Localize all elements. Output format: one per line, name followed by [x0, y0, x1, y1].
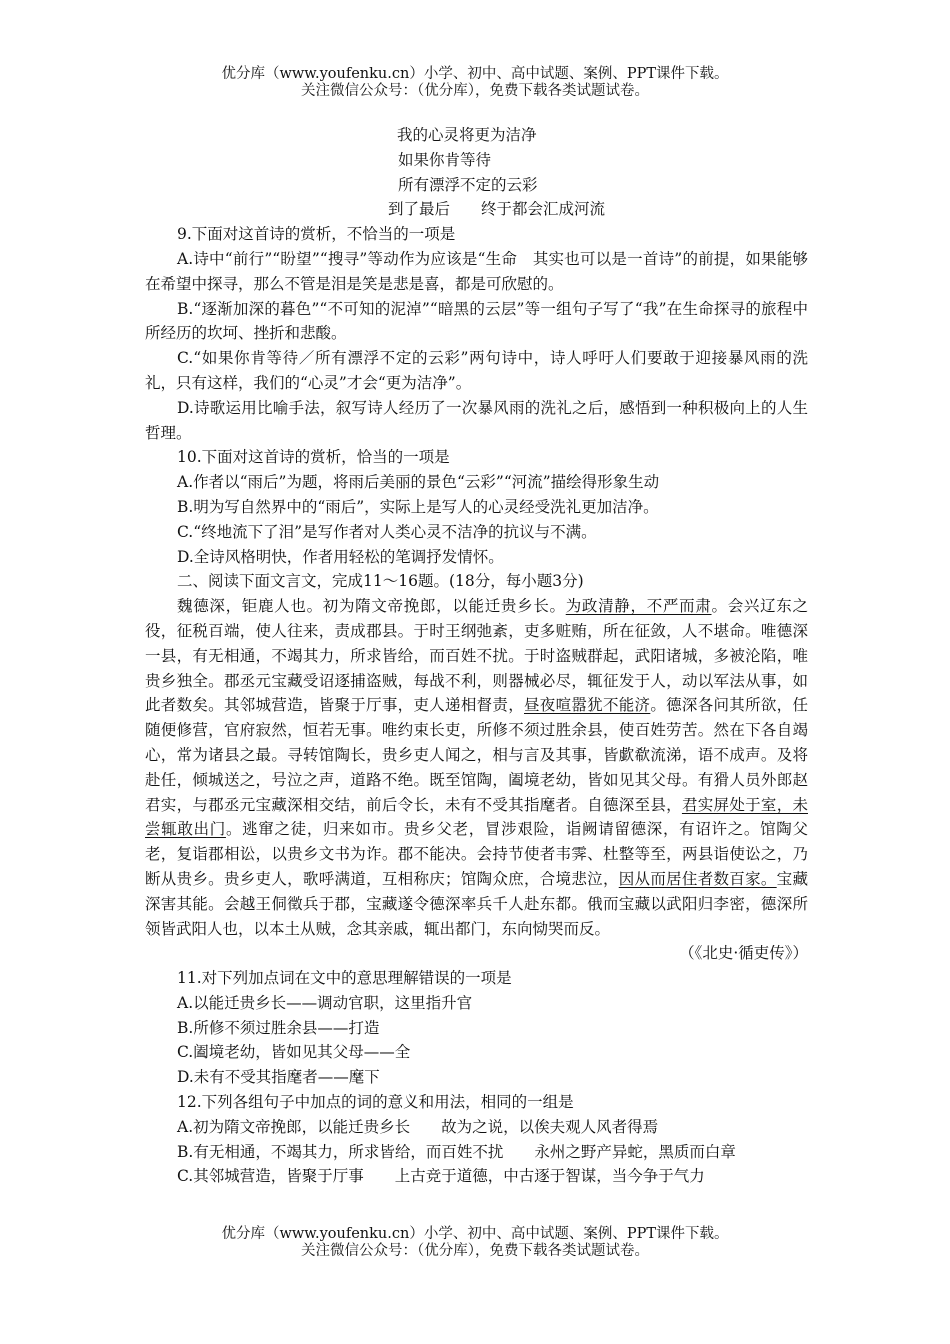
passage-text: 。逃窜之徒，归来如市。贵乡父老，冒涉艰险，诣阙请留德深，有诏许之。馆陶父老，复诣郡相讼，以贵乡文书为诈。郡不能决。会持节使者韦霁、杜整等至，两县诣使讼之，乃断从贵乡。贵乡吏人，歌呼满道，互相称庆；馆陶众庶，合境悲泣， — [145, 820, 808, 888]
question-10-option-a: A.作者以“雨后”为题，将雨后美丽的景色“云彩”“河流”描绘得形象生动 — [177, 473, 660, 492]
option-sentence-2: 上古竞于道德，中古逐于智谋，当今争于气力 — [394, 1167, 705, 1186]
question-10-option-d: D.全诗风格明快，作者用轻松的笔调抒发情怀。 — [177, 547, 504, 566]
option-sentence-1: B.有无相通，不竭其力，所求皆给，而百姓不扰 — [177, 1142, 504, 1161]
question-11-stem: 11.对下列加点词在文中的意思理解错误的一项是 — [177, 969, 512, 988]
poem-line: 如果你肯等待 — [398, 150, 492, 169]
passage-text: 宝藏深害其能。会越王侗徵兵于郡，宝藏遂令德深率兵千人赴东都。俄而宝藏以武阳归李密，德深所领皆武阳人也，以本土从贼，念其亲戚，辄出都门，东向恸哭而反。 — [145, 869, 808, 938]
question-12-option-c — [145, 1164, 808, 1189]
question-9-option-a: A.诗中“前行”“盼望”“搜寻”等动作为应该是“生命 其实也可以是一首诗”的前提，如果能够在希望中探寻，那么不管是泪是笑是悲是喜，都是可欣慰的。 — [145, 249, 808, 293]
passage-source: （《北史·循吏传》） — [679, 944, 808, 963]
page-header — [0, 66, 950, 100]
underlined-sentence-3: 君实屏处于室，未尝辄敢出门 — [145, 795, 808, 839]
question-10-stem: 10.下面对这首诗的赏析，恰当的一项是 — [177, 448, 450, 467]
option-sentence-1: C.其邻城营造，皆聚于厅事 — [177, 1167, 364, 1186]
question-11-option-b: B.所修不须过胜余县——打造 — [177, 1018, 380, 1037]
question-11-option-a: A.以能迁贵乡长——调动官职，这里指升官 — [177, 993, 473, 1012]
question-9-option-d: D.诗歌运用比喻手法，叙写诗人经历了一次暴风雨的洗礼之后，感悟到一种积极向上的人生哲理。 — [145, 398, 808, 442]
underlined-sentence-1: 为政清静，不严而肃 — [565, 597, 712, 616]
passage-text: 。会兴辽东之役，征税百端，使人往来，责成郡县。于时王纲弛紊，吏多赃贿，所在征敛，人不堪命。唯德深一县，有无相通，不竭其力，所求皆给，而百姓不扰。于时盗贼群起，武阳诸城，多被沦陷，唯贵乡独全。郡丞元宝藏受诏逐捕盗贼，每战不利，则器械必尽，辄征发于人，动以军法从事，如此者数矣。其邻城营造，皆聚于厅事，吏人递相督责， — [145, 597, 808, 715]
poem — [145, 123, 808, 222]
section-2-title: 二、阅读下面文言文，完成11～16题。(18分，每小题3分) — [177, 572, 584, 591]
poem-line: 到了最后 终于都会汇成河流 — [388, 200, 606, 219]
footer-line-2: 关注微信公众号：（优分库），免费下载各类试题试卷。 — [301, 1243, 649, 1259]
footer-line-1: 优分库（www.youfenku.cn）小学、初中、高中试题、案例、PPT课件下载。 — [221, 1226, 729, 1242]
question-12-stem: 12.下列各组句子中加点的词的意义和用法，相同的一组是 — [177, 1093, 574, 1112]
poem-line: 我的心灵将更为洁净 — [397, 126, 537, 144]
question-9-option-c: C.“如果你肯等待／所有漂浮不定的云彩”两句诗中，诗人呼吁人们要敢于迎接暴风雨的洗礼，只有这样，我们的“心灵”才会“更为洁净”。 — [145, 349, 808, 392]
question-10-option-b: B.明为写自然界中的“雨后”，实际上是写人的心灵经受洗礼更加洁净。 — [177, 497, 659, 516]
underlined-sentence-4: 因从而居住者数百家。 — [618, 869, 777, 888]
question-10-option-c: C.“终地流下了泪”是写作者对人类心灵不洁净的抗议与不满。 — [177, 522, 597, 541]
classical-passage — [145, 594, 808, 941]
option-sentence-2: 故为之说，以俟夫观人风者得焉 — [441, 1117, 659, 1136]
header-line-1: 优分库（www.youfenku.cn）小学、初中、高中试题、案例、PPT课件下载。 — [221, 66, 729, 82]
question-11-option-c: C.阖境老幼，皆如见其父母——全 — [177, 1043, 411, 1062]
underlined-sentence-2: 昼夜喧嚣犹不能济 — [524, 696, 651, 715]
question-9-option-b: B.“逐渐加深的暮色”“不可知的泥淖”“暗黑的云层”等一组句子写了“我”在生命探寻的旅程中所经历的坎坷、挫折和悲酸。 — [145, 299, 808, 343]
question-11-option-d: D.未有不受其指麾者——麾下 — [177, 1068, 380, 1087]
page-content — [145, 123, 808, 1189]
option-sentence-2: 永州之野产异蛇，黑质而白章 — [534, 1142, 736, 1161]
option-sentence-1: A.初为隋文帝挽郎，以能迁贵乡长 — [177, 1117, 411, 1136]
page-footer — [0, 1226, 950, 1260]
question-12-option-b — [145, 1140, 808, 1165]
poem-line: 所有漂浮不定的云彩 — [398, 175, 538, 194]
header-line-2: 关注微信公众号：（优分库），免费下载各类试题试卷。 — [301, 83, 649, 99]
question-9-stem: 9.下面对这首诗的赏析，不恰当的一项是 — [177, 225, 456, 244]
passage-text: 。德深各问其所欲，任随便修营，官府寂然，恒若无事。唯约束长吏，所修不须过胜余县，使百姓劳苦。然在下各自竭心，常为诸县之最。寻转馆陶长，贵乡吏人闻之，相与言及其事，皆歔欷流涕，语不成声。及将赴任，倾城送之，号泣之声，道路不绝。既至馆陶，阖境老幼，皆如见其父母。有猾人员外郎赵君实，与郡丞元宝藏深相交结，前后令长，未有不受其指麾者。自德深至县， — [145, 696, 808, 814]
question-12-option-a — [145, 1115, 808, 1140]
passage-text: 魏德深，钜鹿人也。初为隋文帝挽郎，以能迁贵乡长。 — [177, 597, 566, 616]
